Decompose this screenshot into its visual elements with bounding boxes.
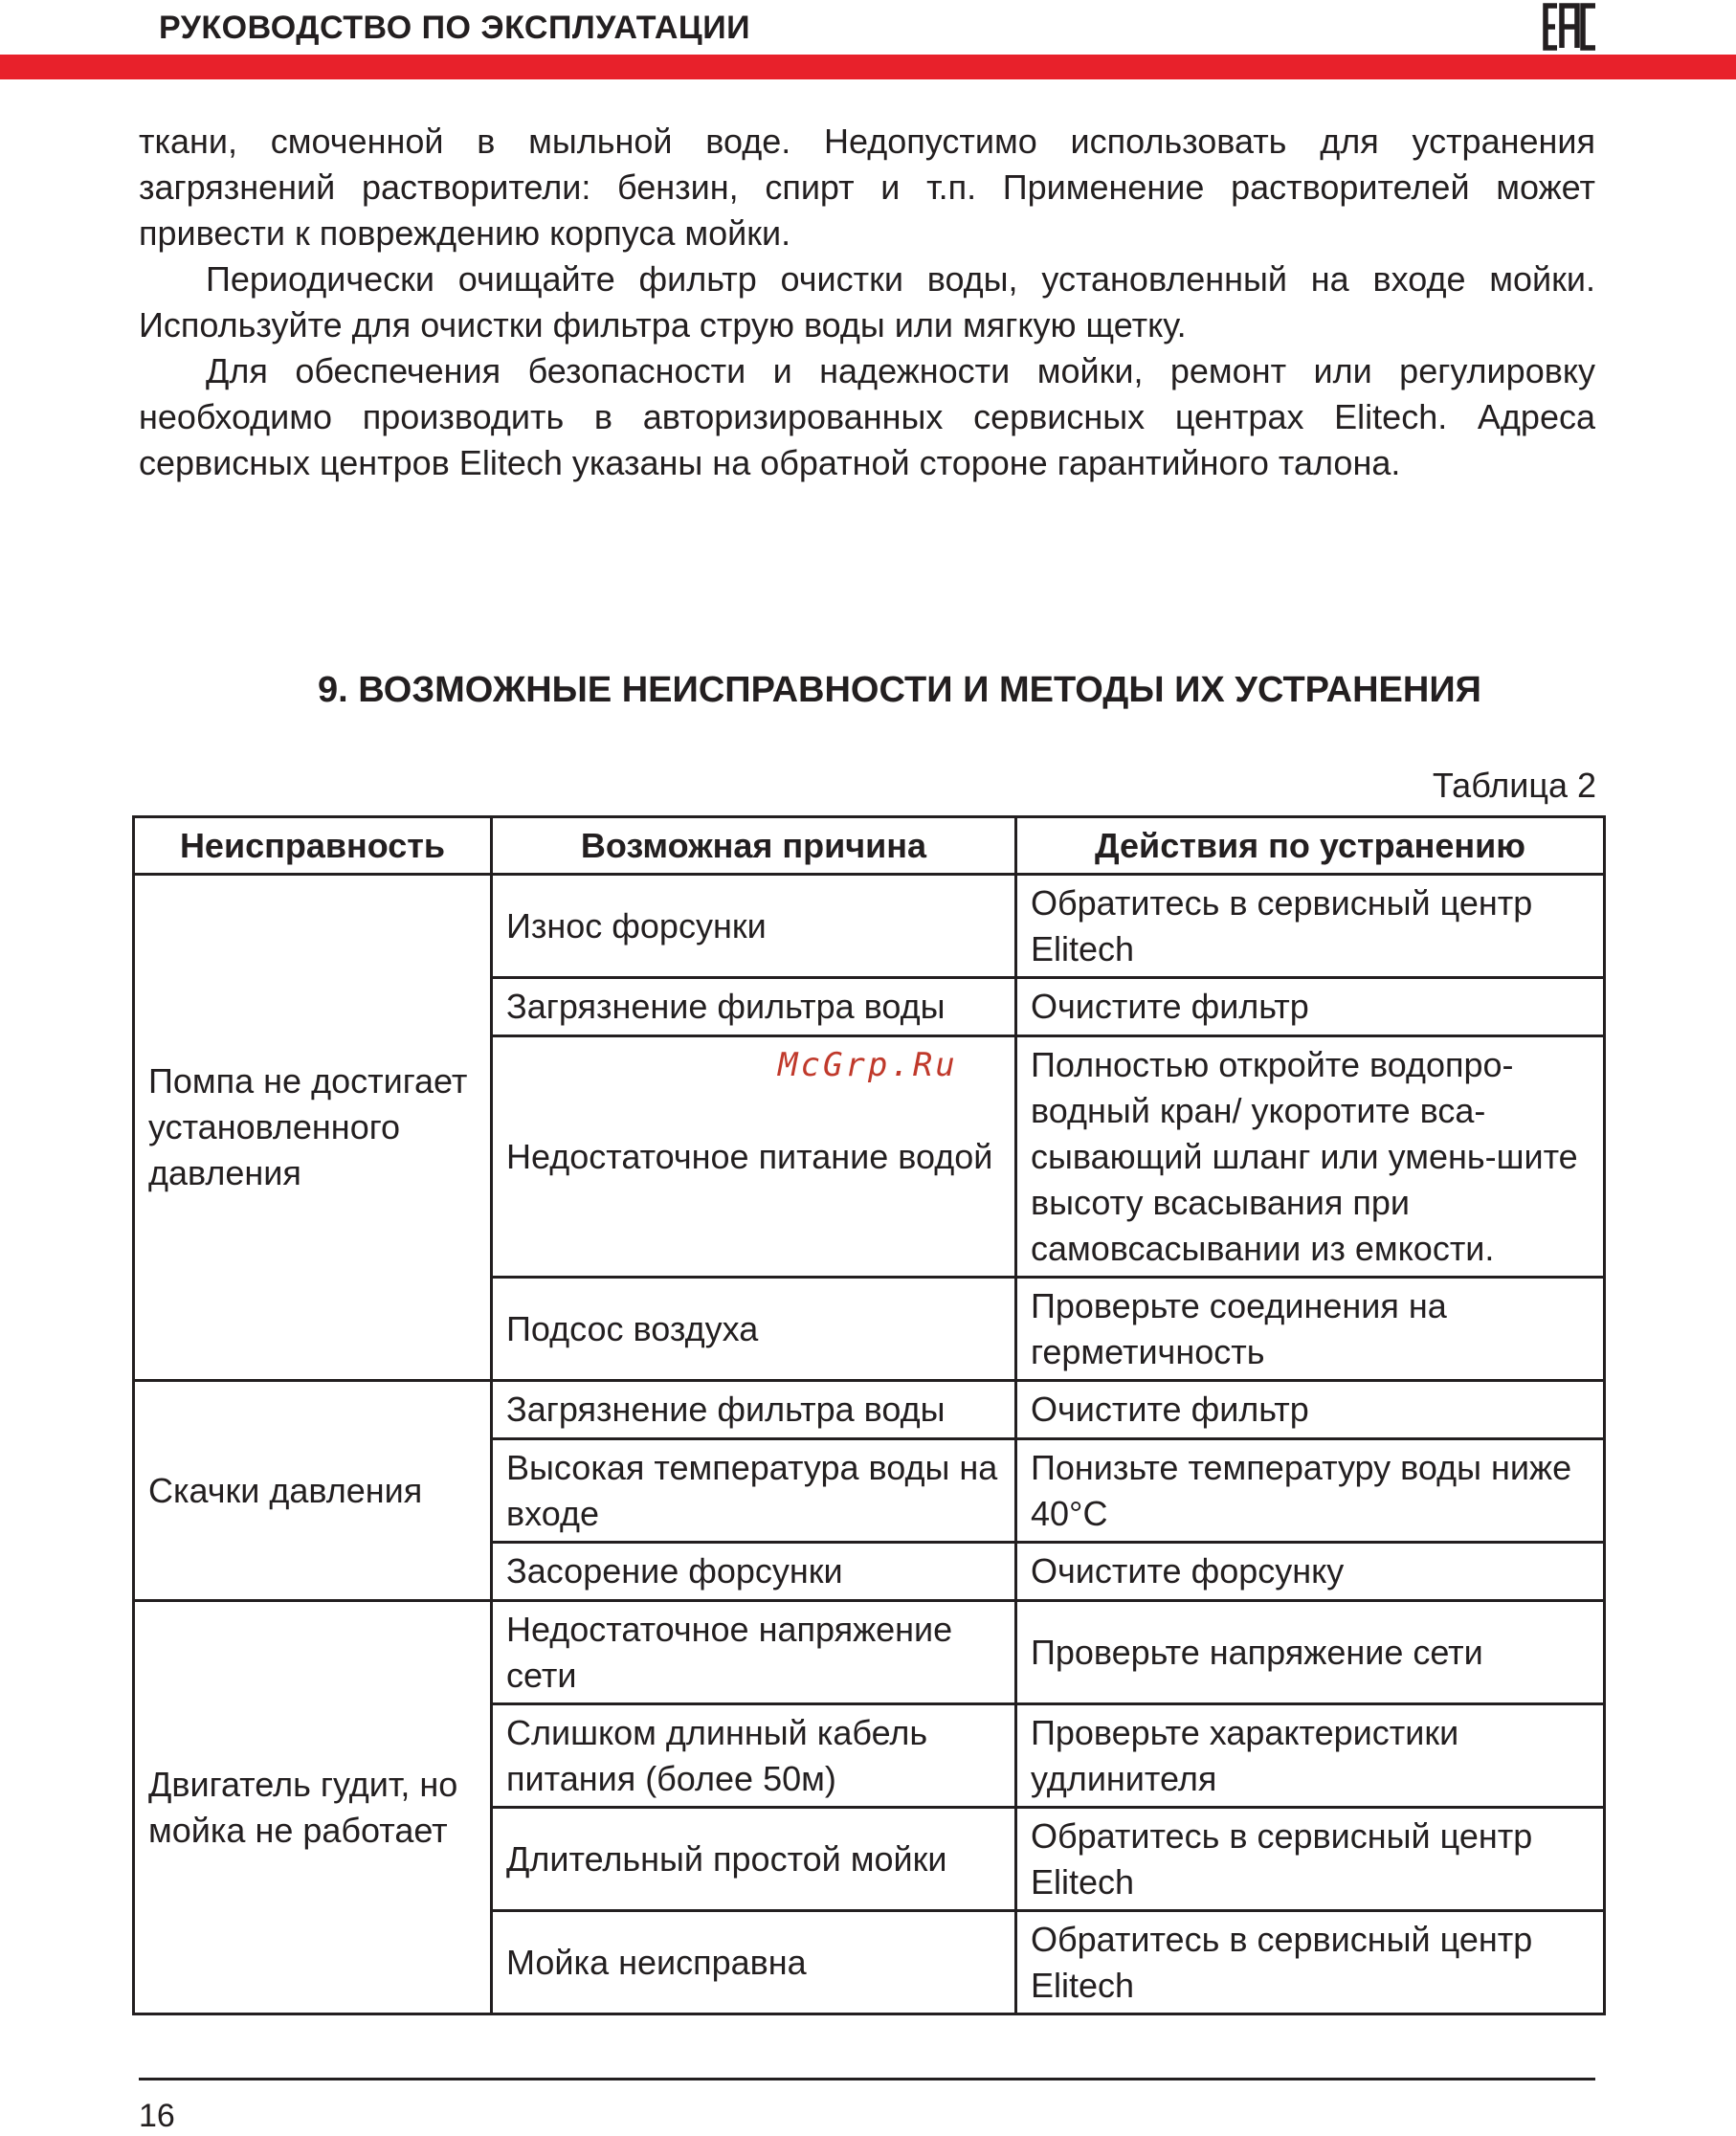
header-accent-bar	[0, 55, 1736, 79]
watermark: McGrp.Ru	[778, 1046, 958, 1084]
paragraph: ткани, смоченной в мыльной воде. Недопустимо использовать для устранения загрязнений растворители: бензин, спирт и т.п. Применение растворителей может привести к повреждению корпуса мойки.	[139, 122, 1595, 253]
section-heading: 9. ВОЗМОЖНЫЕ НЕИСПРАВНОСТИ И МЕТОДЫ ИХ УСТРАНЕНИЯ	[318, 670, 1481, 710]
cause-cell: Загрязнение фильтра воды	[492, 978, 1016, 1036]
action-cell: Обратитесь в сервисный центр Elitech	[1016, 875, 1605, 978]
action-cell: Понизьте температуру воды ниже 40°С	[1016, 1439, 1605, 1543]
cause-cell: Высокая температура воды на входе	[492, 1439, 1016, 1543]
action-cell: Проверьте характеристики удлинителя	[1016, 1704, 1605, 1808]
troubleshooting-table	[132, 815, 1606, 2015]
page-number: 16	[139, 2098, 175, 2134]
action-cell: Полностью откройте водопро-водный кран/ укоротите вса-сывающий шланг или умень-шите высоту всасывания при самовсасывании из емкости.	[1016, 1036, 1605, 1278]
action-cell: Очистите фильтр	[1016, 1381, 1605, 1439]
fault-cell: Помпа не достигает установленного давления	[134, 875, 492, 1381]
fault-cell: Двигатель гудит, но мойка не работает	[134, 1601, 492, 2014]
column-header-action: Действия по устранению	[1016, 817, 1605, 875]
table-row	[134, 1381, 1605, 1439]
eac-certification-mark	[1543, 2, 1598, 52]
action-cell: Проверьте соединения на герметичность	[1016, 1278, 1605, 1381]
cause-cell: Мойка неисправна	[492, 1911, 1016, 2014]
cause-cell: Загрязнение фильтра воды	[492, 1381, 1016, 1439]
cause-cell: Подсос воздуха	[492, 1278, 1016, 1381]
body-text	[139, 119, 1595, 486]
manual-header-title: РУКОВОДСТВО ПО ЭКСПЛУАТАЦИИ	[159, 10, 751, 46]
table-row	[134, 1601, 1605, 1704]
action-cell: Очистите фильтр	[1016, 978, 1605, 1036]
footer-divider	[139, 2078, 1595, 2080]
action-cell: Очистите форсунку	[1016, 1543, 1605, 1601]
paragraph: Периодически очищайте фильтр очистки воды, установленный на входе мойки. Используйте для очистки фильтра струю воды или мягкую щетку.	[139, 259, 1595, 345]
cause-cell: Износ форсунки	[492, 875, 1016, 978]
column-header-fault: Неисправность	[134, 817, 492, 875]
table-caption: Таблица 2	[1432, 766, 1596, 805]
table-row	[134, 875, 1605, 978]
cause-cell: Недостаточное напряжение сети	[492, 1601, 1016, 1704]
action-cell: Проверьте напряжение сети	[1016, 1601, 1605, 1704]
cause-cell: Длительный простой мойки	[492, 1808, 1016, 1911]
action-cell: Обратитесь в сервисный центр Elitech	[1016, 1808, 1605, 1911]
cause-text: Недостаточное питание водой	[506, 1136, 993, 1176]
action-cell: Обратитесь в сервисный центр Elitech	[1016, 1911, 1605, 2014]
paragraph: Для обеспечения безопасности и надежности мойки, ремонт или регулировку необходимо производить в авторизированных сервисных центрах Elitech. Адреса сервисных центров Elitech указаны на обратной стороне гарантийного талона.	[139, 351, 1595, 482]
cause-cell: Засорение форсунки	[492, 1543, 1016, 1601]
table-header-row	[134, 817, 1605, 875]
cause-cell	[492, 1036, 1016, 1278]
fault-cell: Скачки давления	[134, 1381, 492, 1601]
column-header-cause: Возможная причина	[492, 817, 1016, 875]
cause-cell: Слишком длинный кабель питания (более 50м)	[492, 1704, 1016, 1808]
